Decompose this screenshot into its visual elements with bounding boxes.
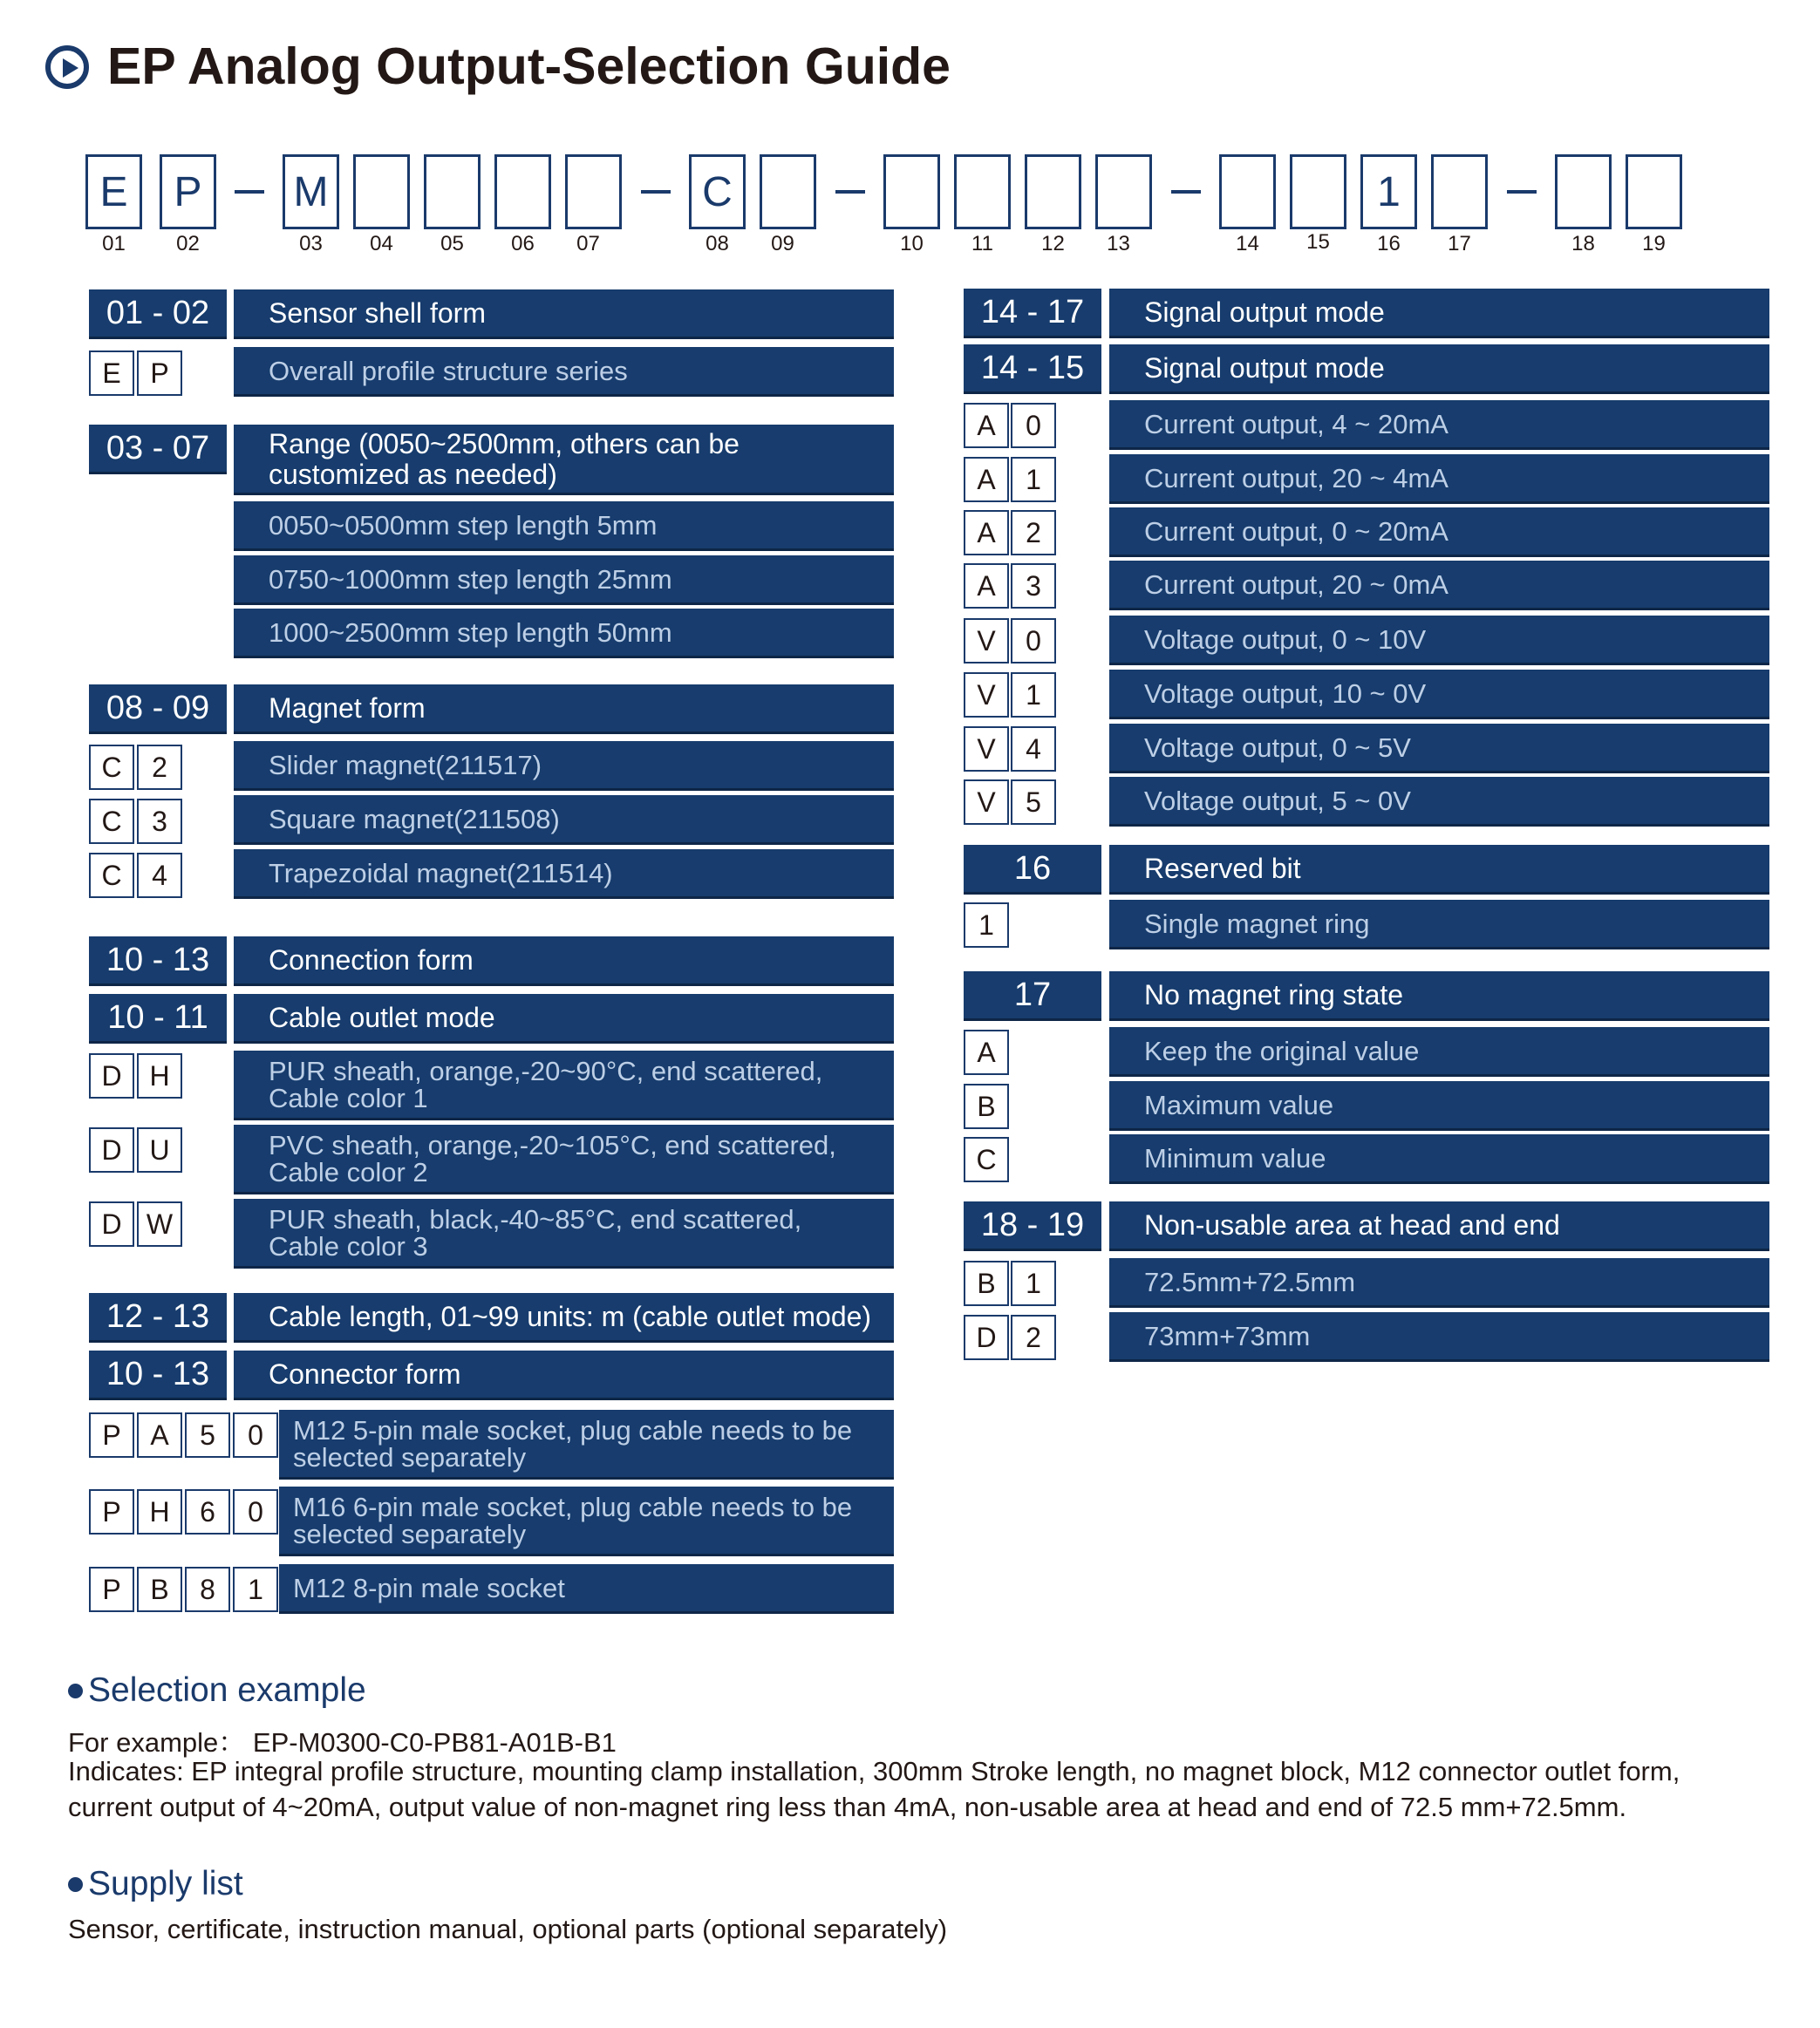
desc-line1: M16 6-pin male socket, plug cable needs to be [293, 1491, 853, 1522]
example-line-1: For example： EP-M0300-C0-PB81-A01B-B1 [68, 1727, 617, 1758]
range-row: 0050~0500mm step length 5mm [234, 501, 894, 551]
option-desc: Voltage output, 0 ~ 5V [1109, 724, 1769, 773]
section-header-cable-length: Cable length, 01~99 units: m (cable outlet mode) [234, 1293, 894, 1343]
option-desc: Square magnet(211508) [234, 795, 894, 845]
code-dash [235, 190, 264, 194]
section-id-12-13: 12 - 13 [89, 1293, 227, 1343]
code-number: 09 [771, 232, 794, 255]
section-header-connector: Connector form [234, 1351, 894, 1400]
option-desc: Slider magnet(211517) [234, 741, 894, 791]
cable-outlet-desc [234, 1051, 894, 1120]
bullet-icon [68, 1684, 83, 1698]
range-header-line1: Range (0050~2500mm, others can be [269, 427, 740, 459]
code-box-13 [1095, 154, 1152, 229]
section-id-03-07: 03 - 07 [89, 425, 227, 474]
section-id-10-13-connector: 10 - 13 [89, 1351, 227, 1400]
code-dash [1507, 190, 1537, 194]
option-code: V [964, 618, 1009, 664]
option-desc: Current output, 0 ~ 20mA [1109, 507, 1769, 557]
code-number: 12 [1041, 232, 1065, 255]
option-code: C [964, 1137, 1009, 1182]
option-desc: Current output, 20 ~ 0mA [1109, 561, 1769, 610]
desc-line1: M12 5-pin male socket, plug cable needs to be [293, 1414, 853, 1446]
code-number: 04 [370, 232, 393, 255]
option-code: 2 [1011, 510, 1056, 555]
desc-line2: Cable color 3 [269, 1230, 428, 1262]
option-code: V [964, 779, 1009, 825]
code-number: 03 [299, 232, 323, 255]
option-code: B [964, 1084, 1009, 1129]
code-box-01: E [85, 154, 142, 229]
option-code: 0 [1011, 403, 1056, 448]
option-code: D [964, 1315, 1009, 1360]
option-code: 8 [185, 1567, 230, 1612]
option-code: 1 [1011, 457, 1056, 502]
code-box-17 [1431, 154, 1488, 229]
option-code: 1 [1011, 1261, 1056, 1306]
option-code: P [89, 1567, 134, 1612]
code-number: 16 [1377, 232, 1401, 255]
option-code: 1 [233, 1567, 278, 1612]
code-number: 17 [1448, 232, 1471, 255]
desc-line2: Cable color 2 [269, 1156, 428, 1188]
option-code: W [137, 1201, 182, 1247]
code-box-08: C [689, 154, 746, 229]
code-box-06 [494, 154, 551, 229]
option-code: A [964, 563, 1009, 609]
option-code: A [964, 510, 1009, 555]
code-box-15 [1290, 154, 1346, 229]
section-id-16: 16 [964, 845, 1101, 895]
code-box-18 [1555, 154, 1612, 229]
option-code: H [137, 1053, 182, 1099]
option-code: A [964, 1030, 1009, 1075]
option-code: 2 [1011, 1315, 1056, 1360]
option-code: D [89, 1053, 134, 1099]
supply-list-text: Sensor, certificate, instruction manual, optional parts (optional separately) [68, 1914, 948, 1944]
option-desc: Maximum value [1109, 1081, 1769, 1131]
section-id-10-11: 10 - 11 [89, 994, 227, 1044]
option-code: C [89, 745, 134, 790]
code-number: 15 [1306, 230, 1330, 254]
selection-example-title: Selection example [88, 1671, 366, 1709]
bullet-icon [68, 1877, 83, 1892]
section-id-01-02: 01 - 02 [89, 289, 227, 339]
code-number: 07 [576, 232, 600, 255]
code-number: 08 [706, 232, 729, 255]
desc-line2: selected separately [293, 1518, 527, 1549]
option-code: 2 [137, 745, 182, 790]
option-code: 1 [964, 902, 1009, 948]
option-code: D [89, 1201, 134, 1247]
connector-desc: M12 8-pin male socket [279, 1564, 894, 1614]
option-code: 4 [1011, 726, 1056, 772]
section-id-10-13: 10 - 13 [89, 936, 227, 986]
range-row: 1000~2500mm step length 50mm [234, 609, 894, 658]
code-number: 02 [176, 232, 200, 255]
option-code: P [137, 350, 182, 396]
option-code: B [137, 1567, 182, 1612]
option-desc: Overall profile structure series [234, 347, 894, 397]
option-desc: Minimum value [1109, 1134, 1769, 1184]
option-desc: Current output, 20 ~ 4mA [1109, 454, 1769, 504]
section-id-14-17: 14 - 17 [964, 289, 1101, 338]
code-box-16: 1 [1360, 154, 1417, 229]
option-desc: 72.5mm+72.5mm [1109, 1258, 1769, 1308]
section-id-18-19: 18 - 19 [964, 1201, 1101, 1251]
option-desc: Voltage output, 0 ~ 10V [1109, 616, 1769, 665]
code-number: 01 [102, 232, 126, 255]
range-header-line2: customized as needed) [269, 458, 557, 490]
option-code: D [89, 1127, 134, 1173]
connector-desc [279, 1410, 894, 1480]
code-number: 06 [511, 232, 535, 255]
option-code: V [964, 672, 1009, 718]
section-header-signal-mode: Signal output mode [1109, 344, 1769, 394]
option-code: P [89, 1412, 134, 1458]
section-header-no-magnet: No magnet ring state [1109, 971, 1769, 1021]
code-number: 10 [900, 232, 924, 255]
supply-list-heading [68, 1865, 243, 1903]
option-code: 1 [1011, 672, 1056, 718]
code-dash [835, 190, 865, 194]
code-box-19 [1626, 154, 1682, 229]
section-id-17: 17 [964, 971, 1101, 1021]
example-line-3: current output of 4~20mA, output value of non-magnet ring less than 4mA, non-usable area at head and end of 72.5 mm+72.5mm. [68, 1792, 1627, 1822]
section-header-magnet: Magnet form [234, 684, 894, 734]
section-header-sensor-shell: Sensor shell form [234, 289, 894, 339]
code-number: 18 [1571, 232, 1595, 255]
option-code: C [89, 853, 134, 898]
option-desc: Keep the original value [1109, 1027, 1769, 1077]
option-code: C [89, 799, 134, 844]
section-header-range [234, 425, 894, 495]
option-desc: Single magnet ring [1109, 900, 1769, 949]
code-box-02: P [160, 154, 216, 229]
page-title: EP Analog Output-Selection Guide [107, 37, 951, 95]
desc-line1: PVC sheath, orange,-20~105°C, end scattered, [269, 1129, 836, 1160]
option-code: 3 [1011, 563, 1056, 609]
option-code: 0 [1011, 618, 1056, 664]
code-box-14 [1219, 154, 1276, 229]
connector-desc [279, 1487, 894, 1556]
range-row: 0750~1000mm step length 25mm [234, 555, 894, 605]
section-id-08-09: 08 - 09 [89, 684, 227, 734]
code-number: 13 [1107, 232, 1130, 255]
cable-outlet-desc [234, 1125, 894, 1194]
code-box-07 [565, 154, 622, 229]
cable-outlet-desc [234, 1199, 894, 1269]
option-code: P [89, 1489, 134, 1535]
option-code: A [964, 403, 1009, 448]
option-desc: Trapezoidal magnet(211514) [234, 849, 894, 899]
option-code: H [137, 1489, 182, 1535]
code-box-05 [424, 154, 481, 229]
code-number: 05 [440, 232, 464, 255]
option-code: U [137, 1127, 182, 1173]
option-code: V [964, 726, 1009, 772]
option-code: 5 [1011, 779, 1056, 825]
option-code: 3 [137, 799, 182, 844]
section-header-signal: Signal output mode [1109, 289, 1769, 338]
code-dash [641, 190, 671, 194]
desc-line2: Cable color 1 [269, 1082, 428, 1113]
option-code: A [964, 457, 1009, 502]
code-dash [1171, 190, 1201, 194]
option-code: A [137, 1412, 182, 1458]
code-box-11 [954, 154, 1011, 229]
supply-list-title: Supply list [88, 1865, 243, 1902]
option-code: B [964, 1261, 1009, 1306]
option-code: E [89, 350, 134, 396]
desc-line2: selected separately [293, 1441, 527, 1473]
option-code: 4 [137, 853, 182, 898]
option-desc: Current output, 4 ~ 20mA [1109, 400, 1769, 450]
option-code: 6 [185, 1489, 230, 1535]
code-box-12 [1025, 154, 1081, 229]
section-id-14-15: 14 - 15 [964, 344, 1101, 394]
code-number: 11 [971, 232, 993, 255]
section-header-connection: Connection form [234, 936, 894, 986]
option-desc: 73mm+73mm [1109, 1312, 1769, 1362]
section-header-non-usable: Non-usable area at head and end [1109, 1201, 1769, 1251]
desc-line1: PUR sheath, black,-40~85°C, end scattered, [269, 1203, 802, 1235]
option-desc: Voltage output, 10 ~ 0V [1109, 670, 1769, 719]
code-number: 14 [1236, 232, 1259, 255]
option-desc: Voltage output, 5 ~ 0V [1109, 777, 1769, 827]
play-circle-icon [45, 45, 89, 89]
code-box-09 [760, 154, 816, 229]
option-code: 5 [185, 1412, 230, 1458]
example-line-2: Indicates: EP integral profile structure, mounting clamp installation, 300mm Stroke length, no magnet block, M12 connector outlet form, [68, 1756, 1680, 1786]
section-header-reserved: Reserved bit [1109, 845, 1769, 895]
code-number: 19 [1642, 232, 1666, 255]
desc-line1: PUR sheath, orange,-20~90°C, end scattered, [269, 1055, 823, 1086]
option-code: 0 [233, 1412, 278, 1458]
selection-example-heading [68, 1671, 366, 1710]
section-header-cable-outlet: Cable outlet mode [234, 994, 894, 1044]
option-code: 0 [233, 1489, 278, 1535]
code-box-04 [353, 154, 410, 229]
code-box-10 [883, 154, 940, 229]
code-box-03: M [283, 154, 339, 229]
